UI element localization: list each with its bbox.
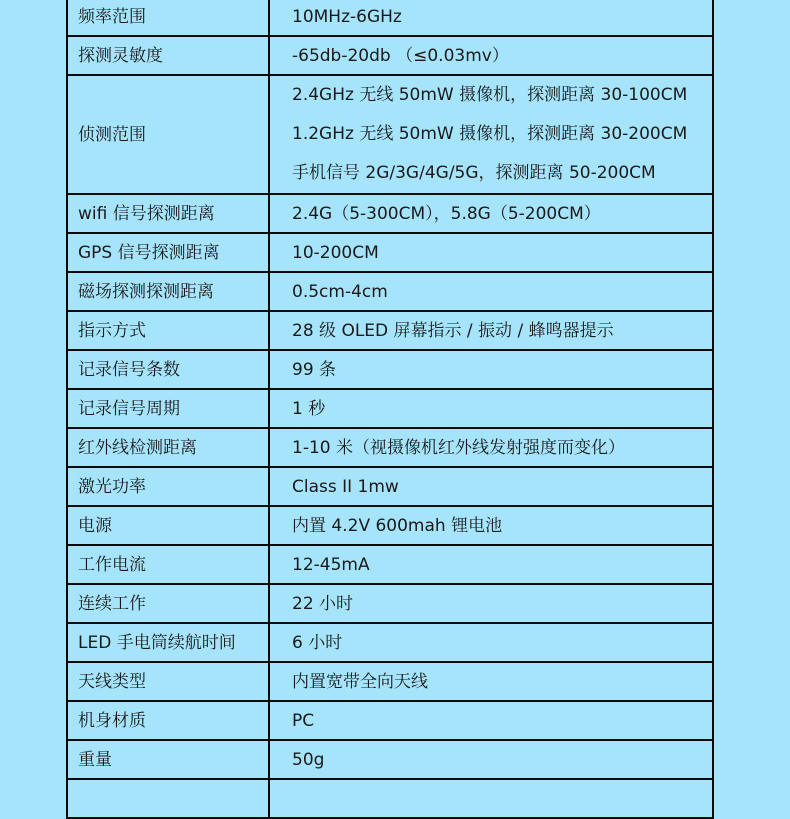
spec-value: 1 秒: [269, 389, 713, 428]
spec-label: 记录信号条数: [67, 350, 269, 389]
table-row: [67, 311, 713, 350]
spec-table: [66, 0, 714, 819]
spec-label: [67, 779, 269, 818]
spec-label: 磁场探测探测距离: [67, 272, 269, 311]
table-row: [67, 75, 713, 194]
spec-value-line: 2.4GHz 无线 50mW 摄像机，探测距离 30-100CM: [292, 85, 688, 105]
table-row: [67, 740, 713, 779]
table-row: [67, 0, 713, 36]
spec-value: 内置 4.2V 600mah 锂电池: [269, 506, 713, 545]
spec-value: 2.4G（5-300CM），5.8G（5-200CM）: [269, 194, 713, 233]
spec-label: GPS 信号探测距离: [67, 233, 269, 272]
spec-value: 12-45mA: [269, 545, 713, 584]
spec-value: [269, 779, 713, 818]
table-row: [67, 350, 713, 389]
spec-value: 50g: [269, 740, 713, 779]
spec-label: 天线类型: [67, 662, 269, 701]
spec-value: 22 小时: [269, 584, 713, 623]
spec-value: 内置宽带全向天线: [269, 662, 713, 701]
spec-value: 1-10 米（视摄像机红外线发射强度而变化）: [269, 428, 713, 467]
spec-label: 频率范围: [67, 0, 269, 36]
table-row: [67, 233, 713, 272]
spec-label: wifi 信号探测距离: [67, 194, 269, 233]
spec-label: 激光功率: [67, 467, 269, 506]
spec-value: 99 条: [269, 350, 713, 389]
spec-value: PC: [269, 701, 713, 740]
table-row: [67, 36, 713, 75]
spec-value-multiline: [269, 75, 713, 194]
spec-label: LED 手电筒续航时间: [67, 623, 269, 662]
spec-label: 连续工作: [67, 584, 269, 623]
spec-value-line: 手机信号 2G/3G/4G/5G，探测距离 50-200CM: [292, 163, 656, 183]
table-row-cut-off: [67, 779, 713, 818]
spec-value: 0.5cm-4cm: [269, 272, 713, 311]
table-row: [67, 701, 713, 740]
spec-value: 10MHz-6GHz: [269, 0, 713, 36]
table-row: [67, 194, 713, 233]
spec-label: 机身材质: [67, 701, 269, 740]
spec-label: 记录信号周期: [67, 389, 269, 428]
spec-label: 红外线检测距离: [67, 428, 269, 467]
spec-value: 28 级 OLED 屏幕指示 / 振动 / 蜂鸣器提示: [269, 311, 713, 350]
table-row: [67, 506, 713, 545]
table-row: [67, 428, 713, 467]
spec-label: 侦测范围: [67, 75, 269, 194]
spec-value-line: 1.2GHz 无线 50mW 摄像机，探测距离 30-200CM: [292, 124, 688, 144]
spec-value: Class II 1mw: [269, 467, 713, 506]
spec-label: 工作电流: [67, 545, 269, 584]
spec-value: 6 小时: [269, 623, 713, 662]
table-row: [67, 389, 713, 428]
table-row: [67, 662, 713, 701]
table-row: [67, 272, 713, 311]
table-row: [67, 467, 713, 506]
spec-value: -65db-20db （≤0.03mv）: [269, 36, 713, 75]
spec-label: 指示方式: [67, 311, 269, 350]
spec-label: 探测灵敏度: [67, 36, 269, 75]
spec-value: 10-200CM: [269, 233, 713, 272]
spec-label: 电源: [67, 506, 269, 545]
table-row: [67, 623, 713, 662]
table-row: [67, 584, 713, 623]
spec-label: 重量: [67, 740, 269, 779]
table-row: [67, 545, 713, 584]
